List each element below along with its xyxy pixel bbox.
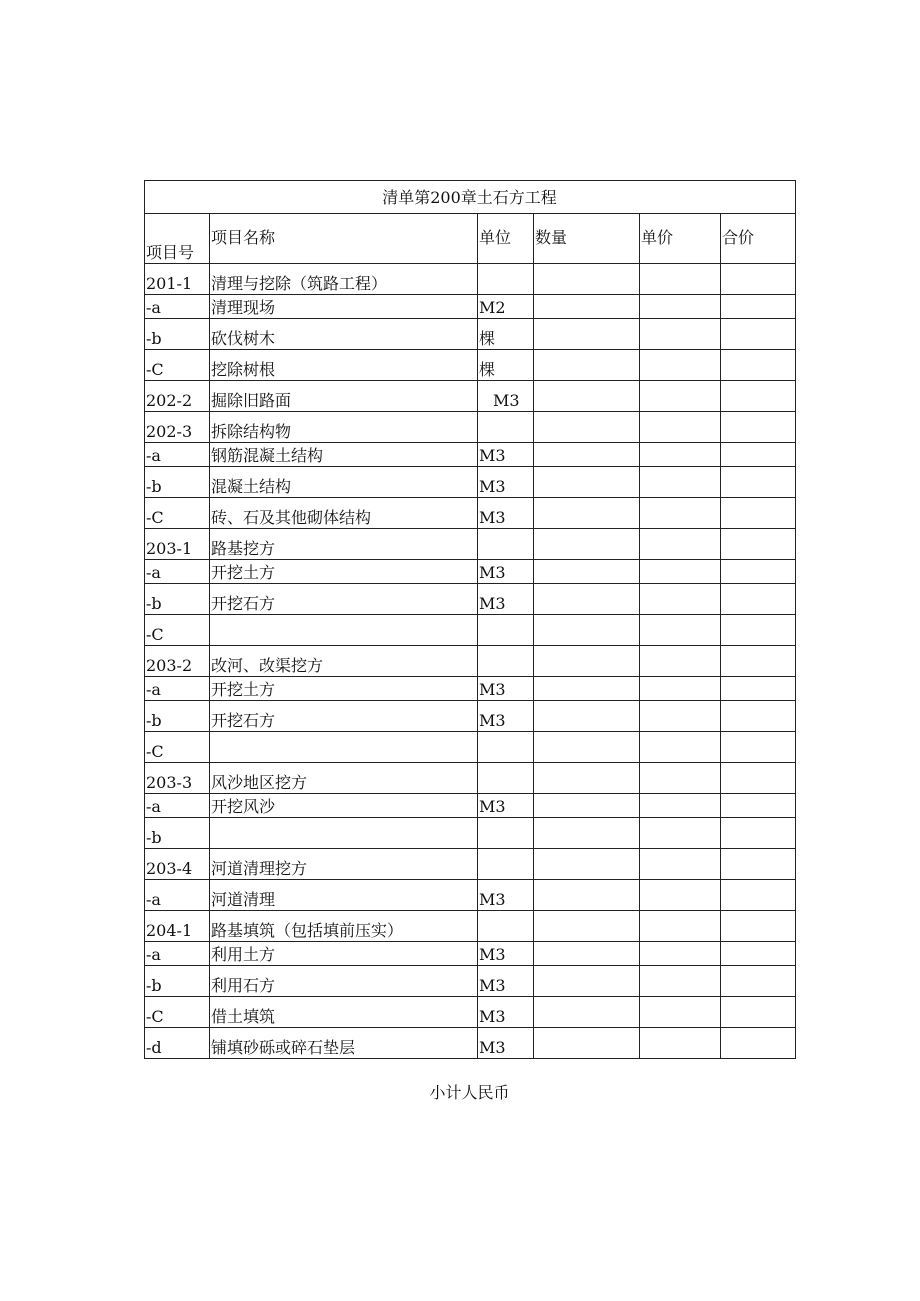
cell-unit-price bbox=[640, 646, 721, 677]
cell-item-name: 混凝土结构 bbox=[210, 467, 478, 498]
cell-quantity bbox=[534, 794, 640, 818]
cell-unit-price bbox=[640, 412, 721, 443]
cell-quantity bbox=[534, 677, 640, 701]
cell-total-price bbox=[721, 911, 796, 942]
cell-item-name: 铺填砂砾或碎石垫层 bbox=[210, 1028, 478, 1059]
cell-item-name: 掘除旧路面 bbox=[210, 381, 478, 412]
cell-item-number: -b bbox=[145, 818, 210, 849]
header-unit: 单位 bbox=[478, 214, 534, 264]
cell-item-number: 203-1 bbox=[145, 529, 210, 560]
cell-quantity bbox=[534, 701, 640, 732]
cell-total-price bbox=[721, 880, 796, 911]
cell-item-number: -a bbox=[145, 794, 210, 818]
cell-unit-price bbox=[640, 701, 721, 732]
cell-total-price bbox=[721, 997, 796, 1028]
cell-total-price bbox=[721, 763, 796, 794]
cell-total-price bbox=[721, 818, 796, 849]
cell-unit-price bbox=[640, 1028, 721, 1059]
cell-item-number: -b bbox=[145, 319, 210, 350]
table-row bbox=[145, 880, 796, 911]
cell-item-number: -b bbox=[145, 467, 210, 498]
table-row bbox=[145, 701, 796, 732]
table-header-row bbox=[145, 214, 796, 264]
cell-quantity bbox=[534, 584, 640, 615]
cell-quantity bbox=[534, 763, 640, 794]
cell-unit-price bbox=[640, 615, 721, 646]
table-row bbox=[145, 560, 796, 584]
cell-item-number: -a bbox=[145, 560, 210, 584]
cell-unit bbox=[478, 264, 534, 295]
cell-item-name: 利用石方 bbox=[210, 966, 478, 997]
header-item-number: 项目号 bbox=[145, 214, 210, 264]
cell-item-number: 201-1 bbox=[145, 264, 210, 295]
table-row bbox=[145, 646, 796, 677]
cell-unit: 棵 bbox=[478, 319, 534, 350]
header-unit-price: 单价 bbox=[640, 214, 721, 264]
cell-item-name: 改河、改渠挖方 bbox=[210, 646, 478, 677]
cell-unit-price bbox=[640, 498, 721, 529]
cell-item-number: -C bbox=[145, 732, 210, 763]
cell-total-price bbox=[721, 701, 796, 732]
cell-unit: M3 bbox=[478, 677, 534, 701]
table-title: 清单第200章土石方工程 bbox=[145, 181, 796, 214]
cell-item-name: 砍伐树木 bbox=[210, 319, 478, 350]
cell-total-price bbox=[721, 966, 796, 997]
subtotal-label: 小计人民币 bbox=[429, 1083, 510, 1102]
cell-quantity bbox=[534, 818, 640, 849]
cell-total-price bbox=[721, 264, 796, 295]
cell-total-price bbox=[721, 560, 796, 584]
cell-item-number: -d bbox=[145, 1028, 210, 1059]
cell-unit-price bbox=[640, 381, 721, 412]
header-quantity: 数量 bbox=[534, 214, 640, 264]
cell-item-number: -C bbox=[145, 615, 210, 646]
cell-quantity bbox=[534, 880, 640, 911]
cell-item-name: 拆除结构物 bbox=[210, 412, 478, 443]
table-row bbox=[145, 443, 796, 467]
header-total-price: 合价 bbox=[721, 214, 796, 264]
cell-total-price bbox=[721, 942, 796, 966]
cell-total-price bbox=[721, 646, 796, 677]
cell-unit bbox=[478, 615, 534, 646]
cell-total-price bbox=[721, 677, 796, 701]
cell-unit-price bbox=[640, 467, 721, 498]
cell-unit-price bbox=[640, 880, 721, 911]
cell-quantity bbox=[534, 911, 640, 942]
cell-unit: M3 bbox=[478, 584, 534, 615]
table-row bbox=[145, 498, 796, 529]
cell-quantity bbox=[534, 732, 640, 763]
table-row bbox=[145, 295, 796, 319]
cell-unit-price bbox=[640, 584, 721, 615]
table-row bbox=[145, 942, 796, 966]
cell-unit: M2 bbox=[478, 295, 534, 319]
cell-unit: M3 bbox=[478, 560, 534, 584]
cell-unit-price bbox=[640, 560, 721, 584]
cell-quantity bbox=[534, 966, 640, 997]
header-item-name: 项目名称 bbox=[210, 214, 478, 264]
cell-item-number: -a bbox=[145, 443, 210, 467]
cell-item-name bbox=[210, 818, 478, 849]
cell-item-number: -a bbox=[145, 880, 210, 911]
cell-total-price bbox=[721, 350, 796, 381]
cell-quantity bbox=[534, 319, 640, 350]
cell-item-number: -C bbox=[145, 350, 210, 381]
cell-item-name: 开挖风沙 bbox=[210, 794, 478, 818]
cell-item-name: 借土填筑 bbox=[210, 997, 478, 1028]
cell-total-price bbox=[721, 443, 796, 467]
cell-quantity bbox=[534, 350, 640, 381]
cell-item-name: 钢筋混凝土结构 bbox=[210, 443, 478, 467]
table-row bbox=[145, 763, 796, 794]
cell-item-number: 203-3 bbox=[145, 763, 210, 794]
cell-quantity bbox=[534, 646, 640, 677]
cell-item-number: 202-3 bbox=[145, 412, 210, 443]
cell-item-name: 河道清理 bbox=[210, 880, 478, 911]
cell-total-price bbox=[721, 529, 796, 560]
cell-unit: M3 bbox=[478, 880, 534, 911]
cell-total-price bbox=[721, 732, 796, 763]
cell-quantity bbox=[534, 498, 640, 529]
cell-total-price bbox=[721, 319, 796, 350]
cell-item-number: -a bbox=[145, 942, 210, 966]
cell-unit: M3 bbox=[478, 966, 534, 997]
cell-unit bbox=[478, 849, 534, 880]
cell-item-name: 路基挖方 bbox=[210, 529, 478, 560]
cell-total-price bbox=[721, 849, 796, 880]
table-row bbox=[145, 412, 796, 443]
table-row bbox=[145, 849, 796, 880]
cell-item-name: 开挖石方 bbox=[210, 701, 478, 732]
cell-total-price bbox=[721, 467, 796, 498]
cell-unit: M3 bbox=[478, 701, 534, 732]
cell-unit bbox=[478, 529, 534, 560]
cell-quantity bbox=[534, 467, 640, 498]
cell-unit-price bbox=[640, 818, 721, 849]
cell-quantity bbox=[534, 560, 640, 584]
cell-unit: M3 bbox=[478, 1028, 534, 1059]
cell-unit-price bbox=[640, 529, 721, 560]
cell-item-number: -b bbox=[145, 584, 210, 615]
cell-item-number: -C bbox=[145, 498, 210, 529]
cell-unit-price bbox=[640, 264, 721, 295]
cell-unit bbox=[478, 911, 534, 942]
cell-item-name bbox=[210, 732, 478, 763]
cell-unit-price bbox=[640, 443, 721, 467]
table-row bbox=[145, 818, 796, 849]
cell-total-price bbox=[721, 412, 796, 443]
cell-total-price bbox=[721, 615, 796, 646]
cell-item-number: 202-2 bbox=[145, 381, 210, 412]
table-row bbox=[145, 264, 796, 295]
cell-unit bbox=[478, 412, 534, 443]
cell-quantity bbox=[534, 849, 640, 880]
cell-unit: M3 bbox=[478, 467, 534, 498]
table-row bbox=[145, 966, 796, 997]
cell-quantity bbox=[534, 942, 640, 966]
cell-item-number: -a bbox=[145, 677, 210, 701]
cell-unit bbox=[478, 763, 534, 794]
table-row bbox=[145, 319, 796, 350]
table-row bbox=[145, 615, 796, 646]
cell-unit: M3 bbox=[478, 443, 534, 467]
cell-item-name: 清理现场 bbox=[210, 295, 478, 319]
cell-item-name: 挖除树根 bbox=[210, 350, 478, 381]
cell-item-number: 203-2 bbox=[145, 646, 210, 677]
cell-item-name: 砖、石及其他砌体结构 bbox=[210, 498, 478, 529]
cell-unit-price bbox=[640, 942, 721, 966]
cell-unit: M3 bbox=[478, 498, 534, 529]
table-row bbox=[145, 794, 796, 818]
cell-unit: M3 bbox=[478, 997, 534, 1028]
cell-quantity bbox=[534, 295, 640, 319]
table-row bbox=[145, 529, 796, 560]
cell-item-number: 203-4 bbox=[145, 849, 210, 880]
table-row bbox=[145, 584, 796, 615]
cell-quantity bbox=[534, 443, 640, 467]
cell-item-name: 开挖石方 bbox=[210, 584, 478, 615]
cell-item-name: 清理与挖除（筑路工程） bbox=[210, 264, 478, 295]
cell-unit: M3 bbox=[478, 381, 534, 412]
cell-unit-price bbox=[640, 732, 721, 763]
cell-unit-price bbox=[640, 677, 721, 701]
cell-unit-price bbox=[640, 997, 721, 1028]
cell-quantity bbox=[534, 381, 640, 412]
table-row bbox=[145, 467, 796, 498]
cell-unit-price bbox=[640, 295, 721, 319]
cell-item-name: 路基填筑（包括填前压实） bbox=[210, 911, 478, 942]
cell-quantity bbox=[534, 412, 640, 443]
cell-item-number: 204-1 bbox=[145, 911, 210, 942]
table-row bbox=[145, 381, 796, 412]
cell-total-price bbox=[721, 381, 796, 412]
table-title-row bbox=[145, 181, 796, 214]
cell-item-number: -b bbox=[145, 701, 210, 732]
cell-total-price bbox=[721, 794, 796, 818]
cell-item-name: 风沙地区挖方 bbox=[210, 763, 478, 794]
cell-item-name: 利用土方 bbox=[210, 942, 478, 966]
cell-total-price bbox=[721, 1028, 796, 1059]
cell-quantity bbox=[534, 1028, 640, 1059]
cell-unit-price bbox=[640, 911, 721, 942]
table-row bbox=[145, 350, 796, 381]
cell-unit-price bbox=[640, 966, 721, 997]
cell-total-price bbox=[721, 584, 796, 615]
cell-item-name: 开挖土方 bbox=[210, 560, 478, 584]
cell-item-name bbox=[210, 615, 478, 646]
cell-item-name: 开挖土方 bbox=[210, 677, 478, 701]
cell-quantity bbox=[534, 264, 640, 295]
cell-unit bbox=[478, 646, 534, 677]
cell-item-number: -b bbox=[145, 966, 210, 997]
cell-unit-price bbox=[640, 763, 721, 794]
cell-quantity bbox=[534, 529, 640, 560]
cell-unit: 棵 bbox=[478, 350, 534, 381]
table-row bbox=[145, 677, 796, 701]
cell-unit: M3 bbox=[478, 794, 534, 818]
table-row bbox=[145, 997, 796, 1028]
table-row bbox=[145, 732, 796, 763]
cell-unit-price bbox=[640, 849, 721, 880]
cell-quantity bbox=[534, 615, 640, 646]
cell-unit-price bbox=[640, 794, 721, 818]
cell-total-price bbox=[721, 498, 796, 529]
cell-total-price bbox=[721, 295, 796, 319]
cell-unit bbox=[478, 732, 534, 763]
table-row bbox=[145, 911, 796, 942]
cell-unit: M3 bbox=[478, 942, 534, 966]
cell-item-name: 河道清理挖方 bbox=[210, 849, 478, 880]
cell-unit-price bbox=[640, 319, 721, 350]
cell-quantity bbox=[534, 997, 640, 1028]
cell-unit bbox=[478, 818, 534, 849]
table-row bbox=[145, 1028, 796, 1059]
cell-item-number: -C bbox=[145, 997, 210, 1028]
cell-unit-price bbox=[640, 350, 721, 381]
bill-of-quantities-table bbox=[144, 180, 796, 1059]
cell-item-number: -a bbox=[145, 295, 210, 319]
